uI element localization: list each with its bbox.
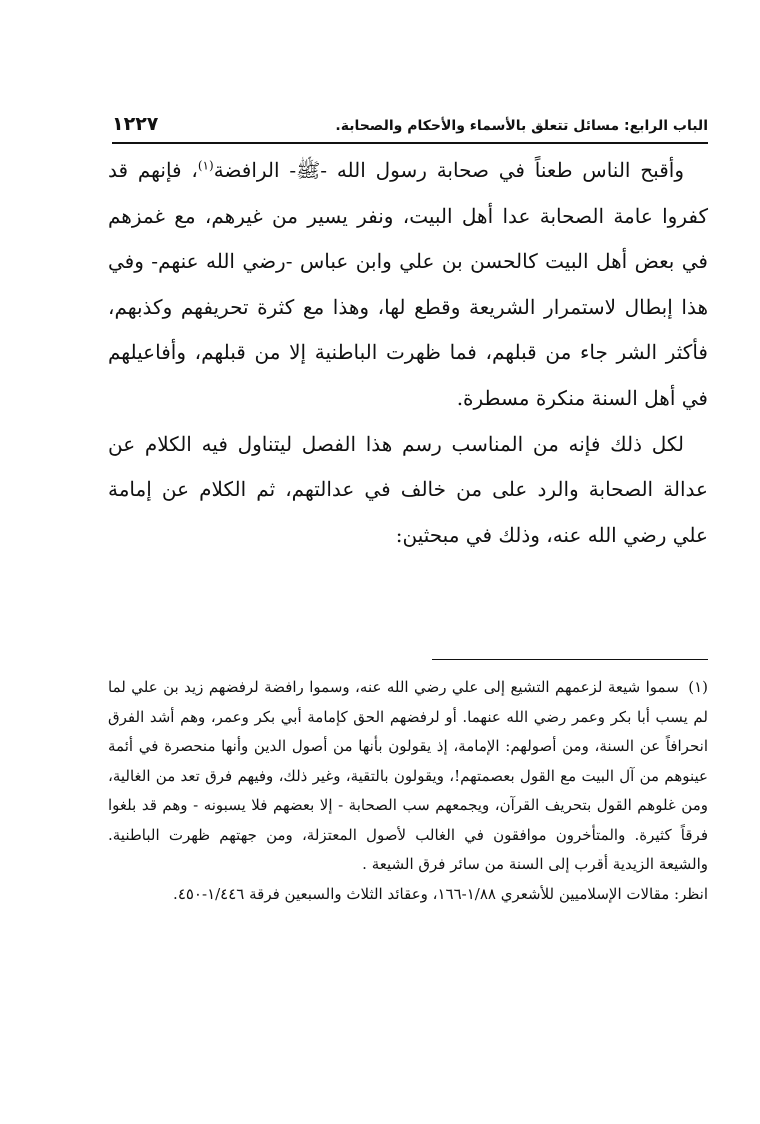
paragraph-1-end: ، فإنهم قد كفروا عامة الصحابة عدا أهل البيت، ونفر يسير من غيرهم، مع غمزهم في بعض أهل البيت كالحسن بن علي وابن عباس -رضي الله عنهم- وفي هذا إبطال لاستمرار الشريعة وقطع لها، وهذا مع كثرة تحريفهم وكذبهم، فأكثر الشر جاء من قبلهم، فما ظهرت الباطنية إلا من قبلهم، وأفاعيلهم في أهل السنة منكرة مسطرة. [108,158,708,410]
footnote-1 [108,673,708,880]
paragraph-1-start: وأقبح الناس طعناً في صحابة رسول الله -ﷺ- الرافضة [213,158,684,182]
footnote-number: (١) [688,678,708,696]
paragraph-1 [108,148,708,422]
footnotes [108,673,708,909]
footnote-text: سموا شيعة لزعمهم التشيع إلى علي رضي الله عنه، وسموا رافضة لرفضهم زيد بن علي لما لم يسب أبا بكر وعمر رضي الله عنهما. أو لرفضهم الحق كإمامة أبي بكر وعمر، وهم أشد الفرق انحرافاً عن السنة، ومن أصولهم: الإمامة، إذ يقولون بأنها من أصول الدين وأنها منحصرة في أئمة عينوهم من آل البيت مع القول بعصمتهم!، ويقولون بالتقية، وغير ذلك، وفيهم فرق تعد من الغالية، ومن غلوهم القول بتحريف القرآن، ويجمعهم سب الصحابة - إلا بعضهم فلا يسبونه - وهم قد بلغوا فرقاً كثيرة. والمتأخرون موافقون في الغالب لأصول المعتزلة، ومن جهتهم ظهرت الباطنية. والشيعة الزيدية أقرب إلى السنة من سائر فرق الشيعة . [108,678,708,873]
footnote-reference-line: انظر: مقالات الإسلاميين للأشعري ١/٨٨-١٦٦، وعقائد الثلاث والسبعين فرقة ١/٤٤٦-٤٥٠. [173,884,708,903]
running-title: الباب الرابع: مسائل تتعلق بالأسماء والأحكام والصحابة. [335,118,708,134]
page-header [112,112,708,144]
main-text [108,148,708,558]
footnote-reference: (١) [197,158,214,173]
footnote-separator [432,659,708,660]
page-number: ١٢٢٧ [112,113,159,135]
paragraph-2: لكل ذلك فإنه من المناسب رسم هذا الفصل ليتناول فيه الكلام عن عدالة الصحابة والرد على من خالف في عدالتهم، ثم الكلام عن إمامة علي رضي الله عنه، وذلك في مبحثين: [108,431,708,547]
